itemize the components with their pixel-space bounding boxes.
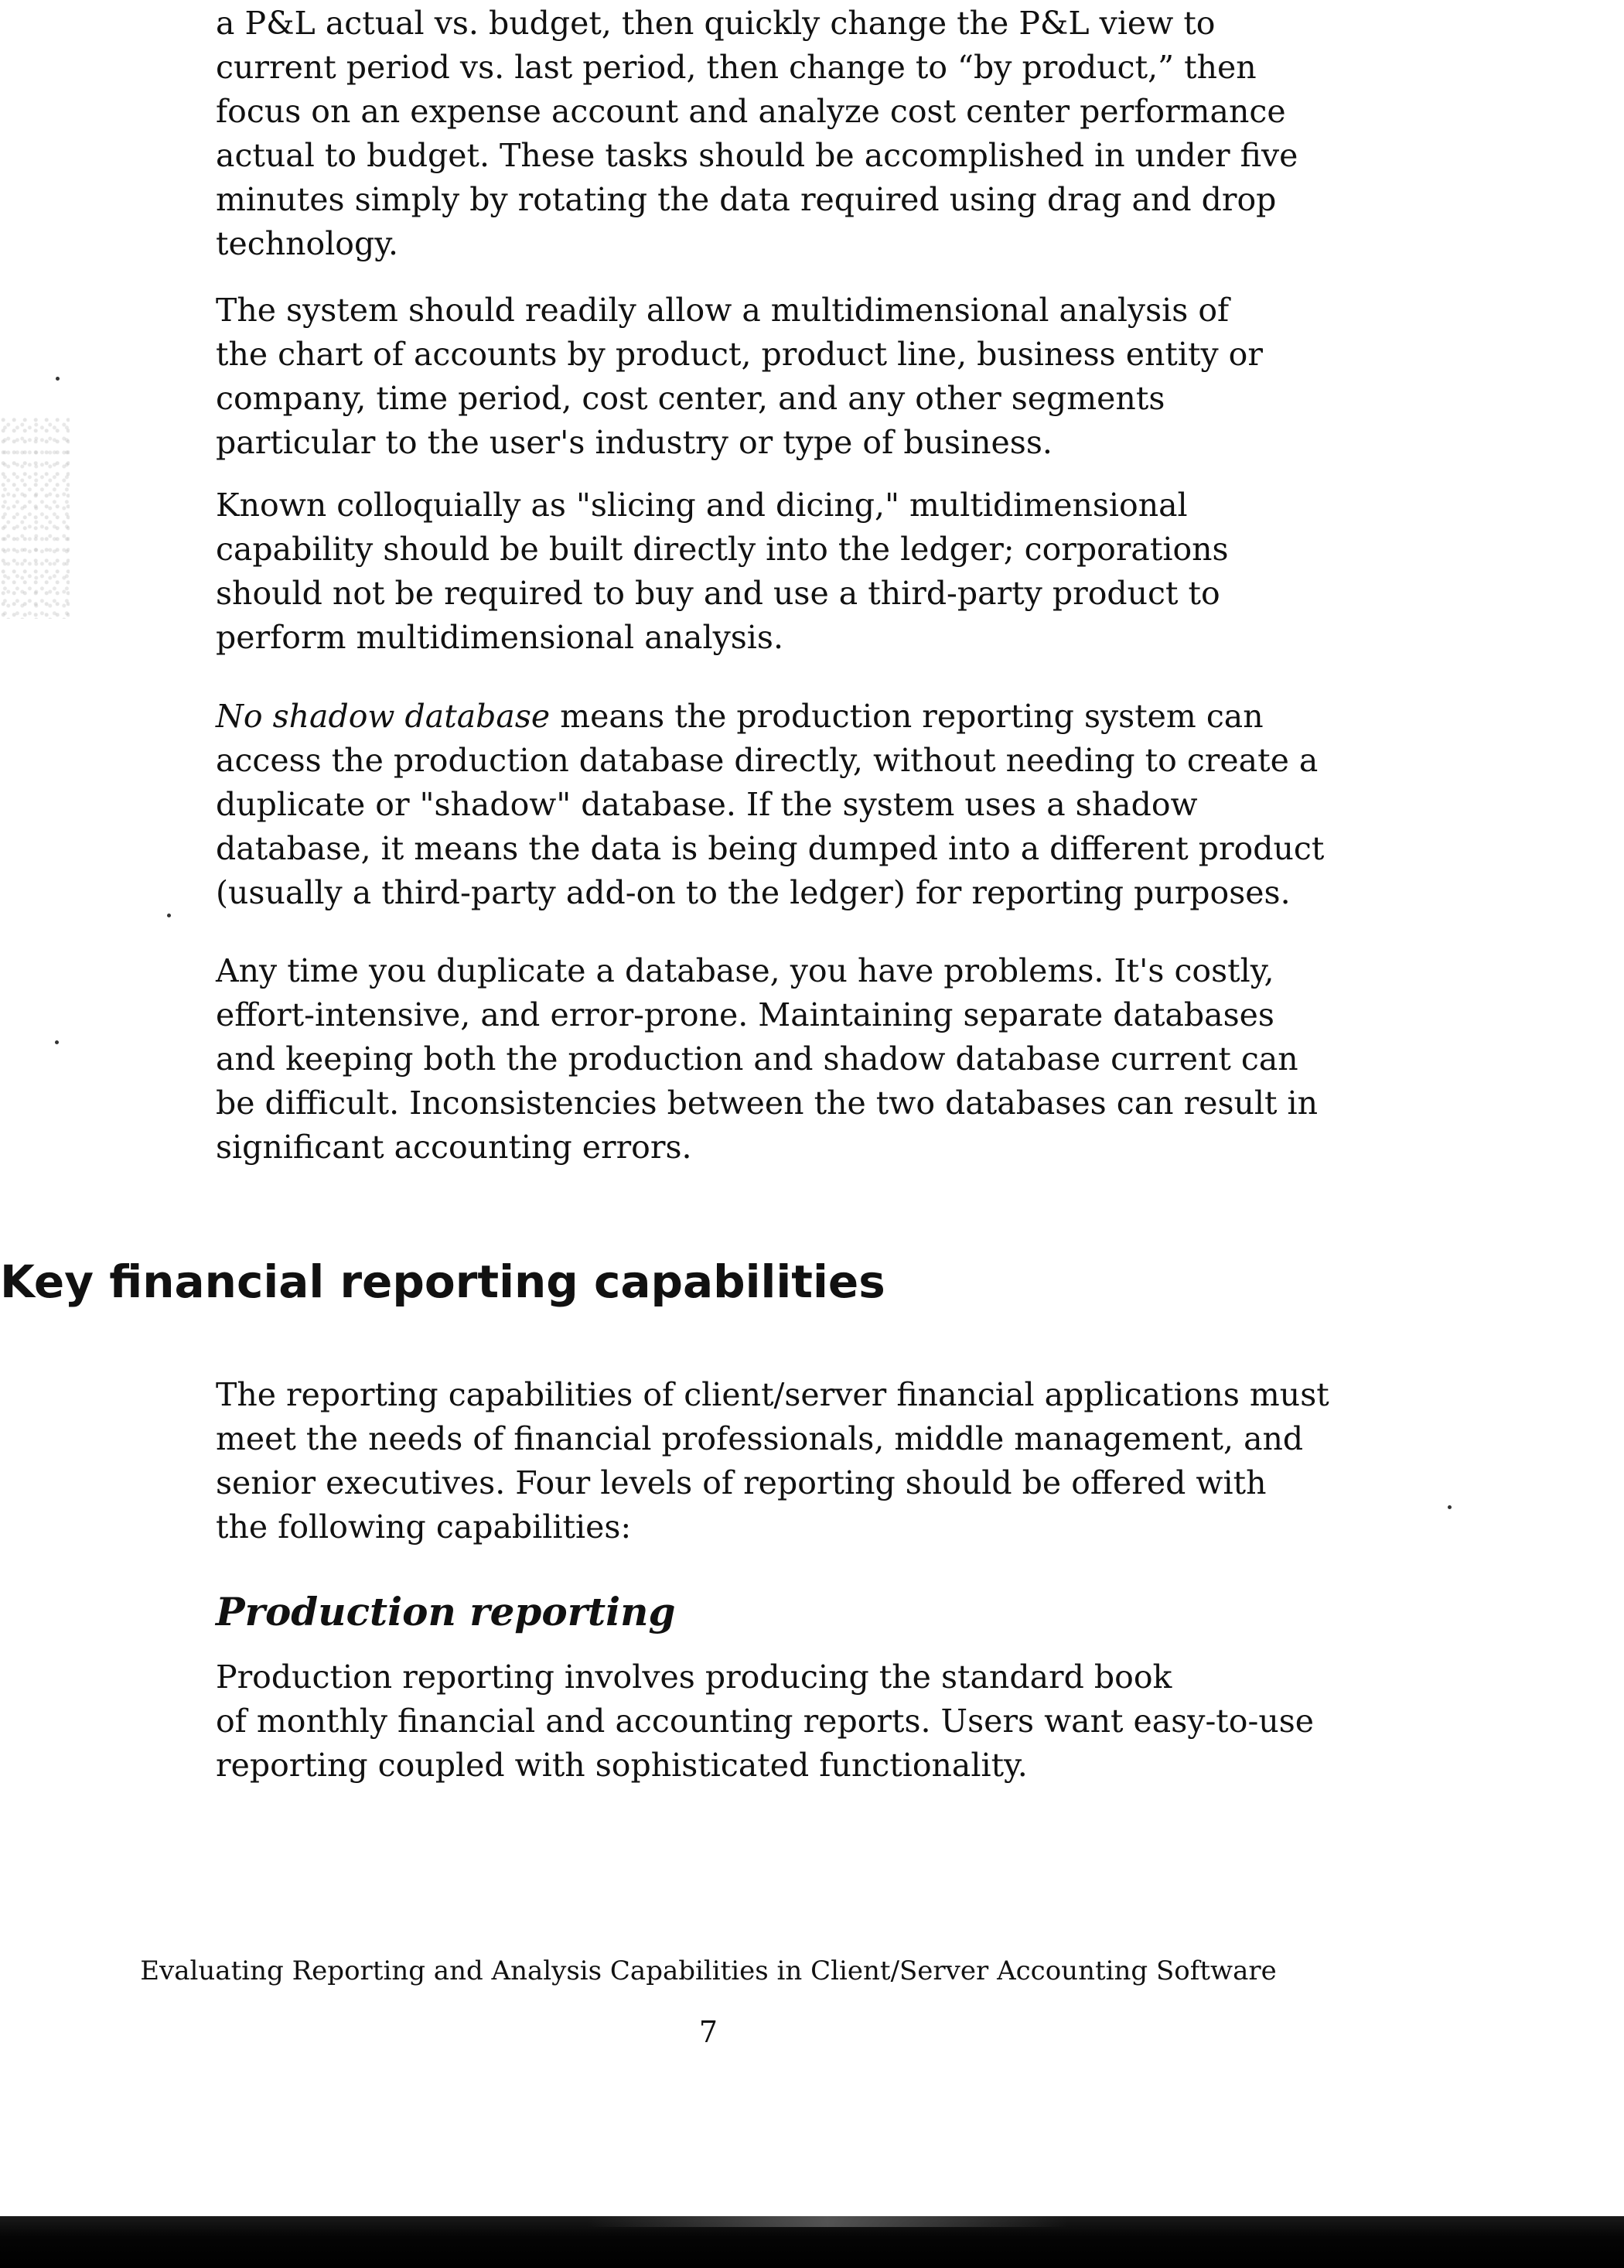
scan-speck [55,1040,59,1044]
text-line: Any time you duplicate a database, you have problems. It's costly, [216,952,1274,989]
paragraph-text [216,949,1395,1170]
text-line: The system should readily allow a multidimensional analysis of [216,292,1230,329]
text-line: perform multidimensional analysis. [216,619,783,656]
scan-speck [1448,1505,1452,1509]
text-line: be difficult. Inconsistencies between the two databases can result in [216,1084,1319,1122]
text-line: meet the needs of financial professionals, middle management, and [216,1420,1304,1457]
paragraph-4 [216,695,1395,915]
text-fragment: means the production reporting system can [550,698,1264,735]
scanner-edge [0,2216,1624,2268]
text-line: current period vs. last period, then change to “by product,” then [216,49,1257,86]
paragraph-5 [216,949,1395,1170]
paragraph-text [216,289,1395,465]
paragraph-text [216,1655,1395,1788]
paragraph-3 [216,483,1395,660]
text-line [216,695,1395,739]
text-line: and keeping both the production and shadow database current can [216,1040,1298,1078]
text-line: of monthly financial and accounting reports. Users want easy-to-use [216,1703,1315,1740]
page-number: 7 [698,2015,718,2049]
paragraph-text [216,1373,1395,1549]
paragraph-2 [216,289,1395,465]
section-heading: Key financial reporting capabilities [0,1255,885,1308]
text-line: The reporting capabilities of client/server financial applications must [216,1376,1329,1413]
text-line: effort-intensive, and error-prone. Maintaining separate databases [216,996,1274,1033]
paragraph-1 [216,2,1395,266]
text-line: database, it means the data is being dumped into a different product [216,830,1325,867]
running-footer: Evaluating Reporting and Analysis Capabilities in Client/Server Accounting Software [140,1955,1277,1986]
paragraph-7 [216,1655,1395,1788]
scan-noise [0,418,70,619]
text-line: a P&L actual vs. budget, then quickly change the P&L view to [216,5,1216,42]
text-line: Production reporting involves producing the standard book [216,1658,1172,1696]
scan-speck [167,914,171,917]
emphasized-term: No shadow database [216,698,551,735]
text-line: capability should be built directly into the ledger; corporations [216,531,1229,568]
text-line: company, time period, cost center, and any other segments [216,380,1165,417]
text-line: significant accounting errors. [216,1129,692,1166]
scan-speck [56,377,60,381]
text-line: duplicate or "shadow" database. If the system uses a shadow [216,786,1198,823]
text-line: focus on an expense account and analyze cost center performance [216,93,1286,130]
text-line: senior executives. Four levels of reporting should be offered with [216,1464,1267,1501]
text-line: actual to budget. These tasks should be accomplished in under five [216,137,1298,174]
paragraph-text [216,695,1395,915]
text-line: Known colloquially as "slicing and dicing," multidimensional [216,487,1188,524]
text-line: (usually a third-party add-on to the ledger) for reporting purposes. [216,874,1291,911]
paragraph-text [216,483,1395,660]
paragraph-text [216,2,1395,266]
text-line: reporting coupled with sophisticated functionality. [216,1747,1028,1784]
subsection-heading: Production reporting [216,1589,676,1634]
text-line: the chart of accounts by product, product line, business entity or [216,336,1263,373]
text-line: particular to the user's industry or type of business. [216,424,1053,461]
text-line: technology. [216,225,398,262]
text-line: minutes simply by rotating the data required using drag and drop [216,181,1277,218]
paragraph-6 [216,1373,1395,1549]
text-line: access the production database directly, without needing to create a [216,742,1319,779]
text-line: the following capabilities: [216,1508,632,1546]
text-line: should not be required to buy and use a third-party product to [216,575,1220,612]
